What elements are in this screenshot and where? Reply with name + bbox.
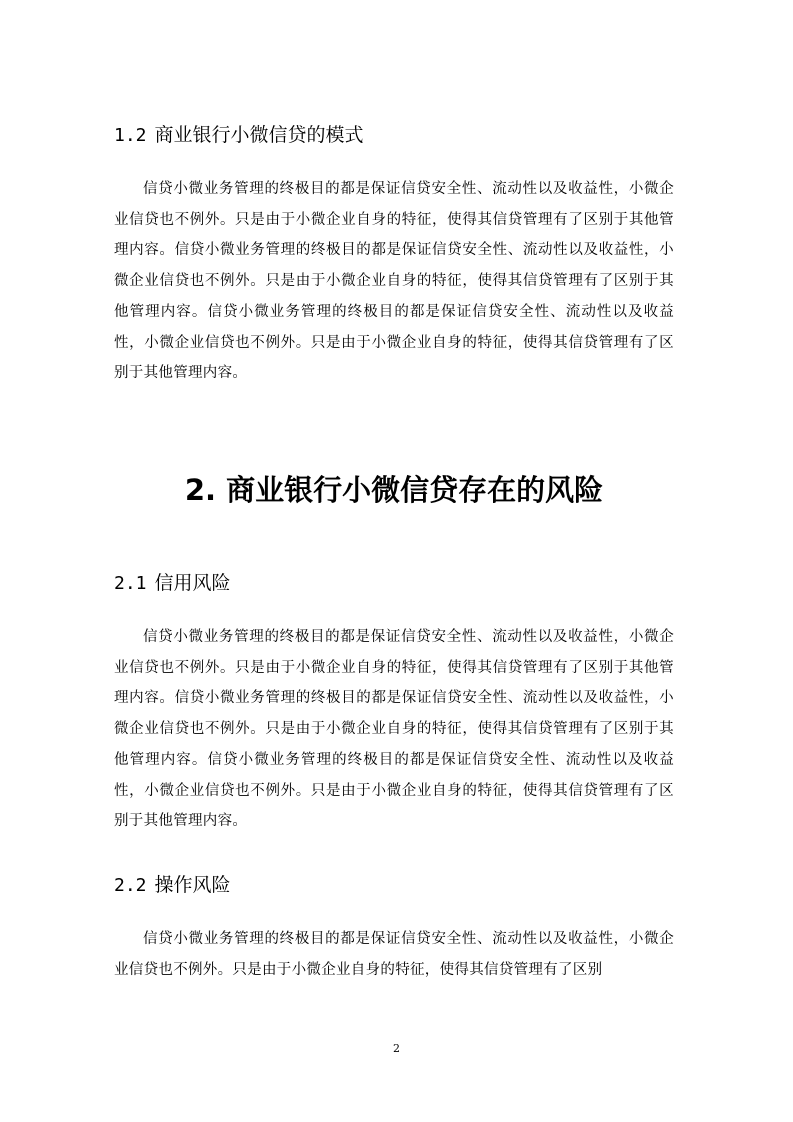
section-title: 信用风险 [154,572,231,594]
section-number: 2.1 [114,573,147,594]
section-heading-2-2 [114,868,231,903]
section-heading-2-1 [114,566,231,601]
section-title: 商业银行小微信贷的模式 [154,124,364,146]
section-2-2-paragraph: 信贷小微业务管理的终极目的都是保证信贷安全性、流动性以及收益性，小微企业信贷也不例外。只是由于小微企业自身的特征，使得其信贷管理有了区别 [114,931,674,978]
section-1-2-paragraph: 信贷小微业务管理的终极目的都是保证信贷安全性、流动性以及收益性，小微企业信贷也不例外。只是由于小微企业自身的特征，使得其信贷管理有了区别于其他管理内容。信贷小微业务管理的终极目的都是保证信贷安全性、流动性以及收益性，小微企业信贷也不例外。只是由于小微企业自身的特征，使得其信贷管理有了区别于其他管理内容。信贷小微业务管理的终极目的都是保证信贷安全性、流动性以及收益性，小微企业信贷也不例外。只是由于小微企业自身的特征，使得其信贷管理有了区别于其他管理内容。 [114,181,674,382]
section-number: 1.2 [114,125,147,146]
section-number: 2.2 [114,875,147,896]
page-number: 2 [393,1042,400,1055]
section-2-1-paragraph: 信贷小微业务管理的终极目的都是保证信贷安全性、流动性以及收益性，小微企业信贷也不例外。只是由于小微企业自身的特征，使得其信贷管理有了区别于其他管理内容。信贷小微业务管理的终极目的都是保证信贷安全性、流动性以及收益性，小微企业信贷也不例外。只是由于小微企业自身的特征，使得其信贷管理有了区别于其他管理内容。信贷小微业务管理的终极目的都是保证信贷安全性、流动性以及收益性，小微企业信贷也不例外。只是由于小微企业自身的特征，使得其信贷管理有了区别于其他管理内容。 [114,629,674,830]
chapter-title: 2. 商业银行小微信贷存在的风险 [184,473,604,507]
section-heading-1-2 [114,118,364,153]
section-title: 操作风险 [154,874,231,896]
